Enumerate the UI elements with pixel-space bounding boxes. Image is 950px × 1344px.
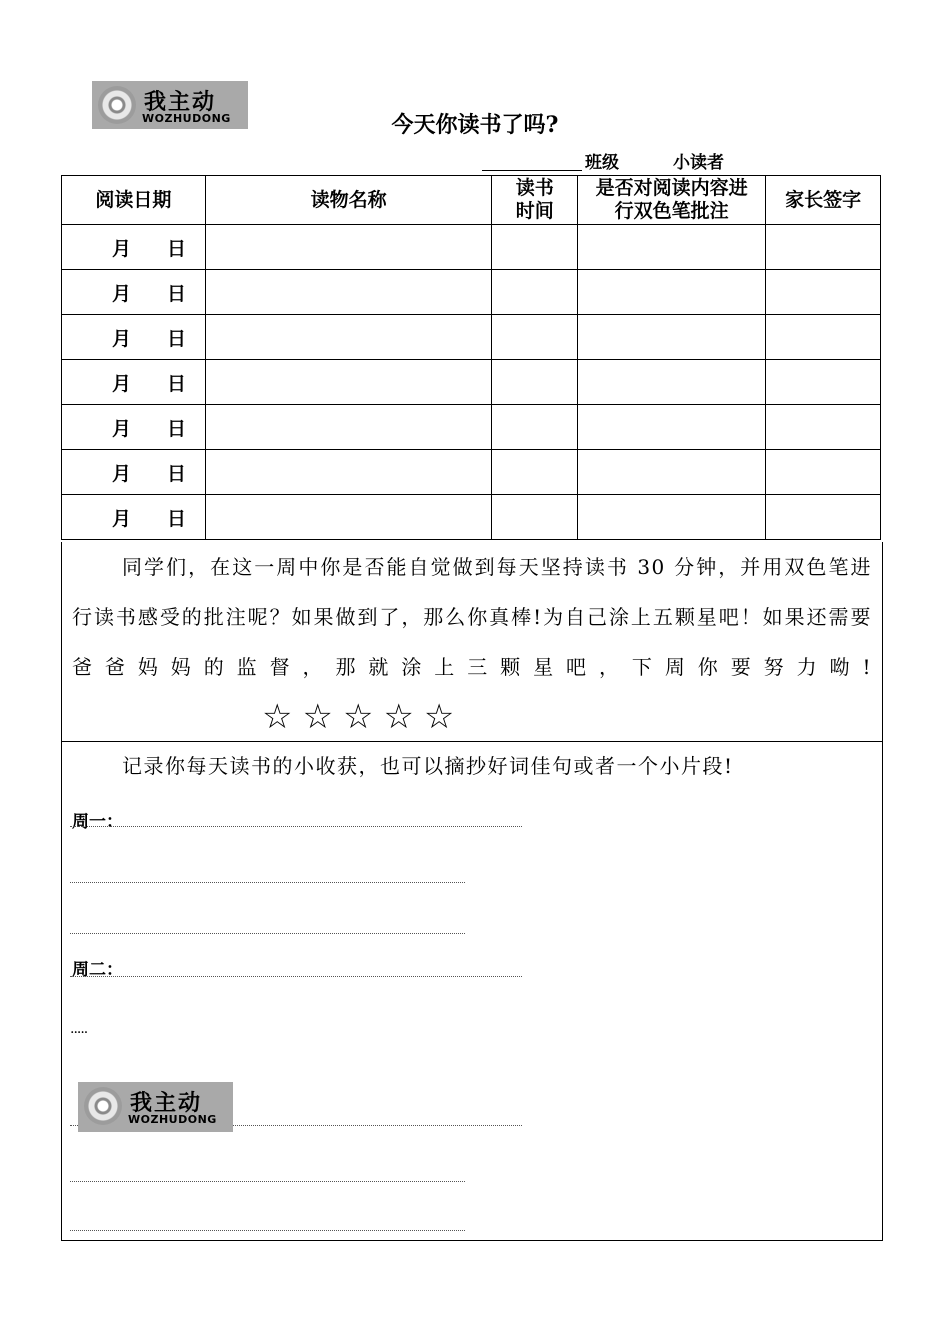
reader-label: 小读者 xyxy=(673,153,724,173)
header-date: 阅读日期 xyxy=(62,176,206,225)
cell-date[interactable] xyxy=(62,270,206,315)
encouragement-body: 同学们，在这一周中你是否能自觉做到每天坚持读书 30 分钟，并用双色笔进行读书感受的批注呢？如果做到了，那么你真棒!为自己涂上五颗星吧！如果还需要爸爸妈妈的监督，那就涂上三颗星吧，下周你要努力呦! xyxy=(72,555,872,679)
cell-signature[interactable] xyxy=(766,405,881,450)
cell-title[interactable] xyxy=(205,225,491,270)
month-label: 月 xyxy=(112,282,132,305)
table-row xyxy=(62,270,881,315)
cell-date[interactable] xyxy=(62,405,206,450)
header-time: 读书时间 xyxy=(492,176,578,225)
cell-time[interactable] xyxy=(492,450,578,495)
month-label: 月 xyxy=(112,507,132,530)
cell-date[interactable] xyxy=(62,225,206,270)
cell-time[interactable] xyxy=(492,315,578,360)
table-row xyxy=(62,225,881,270)
cell-title[interactable] xyxy=(205,450,491,495)
table-row xyxy=(62,315,881,360)
cell-signature[interactable] xyxy=(766,450,881,495)
month-label: 月 xyxy=(112,327,132,350)
cell-title[interactable] xyxy=(205,270,491,315)
cell-title[interactable] xyxy=(205,315,491,360)
cell-signature[interactable] xyxy=(766,270,881,315)
week1-line-1[interactable] xyxy=(70,826,522,827)
notes-intro: 记录你每天读书的小收获，也可以摘抄好词佳句或者一个小片段! xyxy=(122,754,734,778)
month-label: 月 xyxy=(112,417,132,440)
cell-time[interactable] xyxy=(492,495,578,540)
disc-icon xyxy=(84,1087,122,1125)
header-annotation: 是否对阅读内容进行双色笔批注 xyxy=(578,176,766,225)
day-label: 日 xyxy=(167,417,187,440)
table-row xyxy=(62,495,881,540)
cell-time[interactable] xyxy=(492,360,578,405)
cell-annotation[interactable] xyxy=(578,225,766,270)
cell-title[interactable] xyxy=(205,495,491,540)
header-title: 读物名称 xyxy=(205,176,491,225)
week3-line-2[interactable] xyxy=(70,1181,465,1182)
cell-time[interactable] xyxy=(492,270,578,315)
table-header-row xyxy=(62,176,881,225)
cell-signature[interactable] xyxy=(766,495,881,540)
logo-english: WOZHUDONG xyxy=(142,112,231,125)
cell-annotation[interactable] xyxy=(578,360,766,405)
cell-signature[interactable] xyxy=(766,225,881,270)
cell-title[interactable] xyxy=(205,360,491,405)
cell-signature[interactable] xyxy=(766,315,881,360)
cell-annotation[interactable] xyxy=(578,270,766,315)
table-row xyxy=(62,360,881,405)
week1-line-3[interactable] xyxy=(70,933,465,934)
week2-line-1[interactable] xyxy=(70,976,522,977)
cell-title[interactable] xyxy=(205,405,491,450)
day-label: 日 xyxy=(167,462,187,485)
cell-date[interactable] xyxy=(62,495,206,540)
cell-annotation[interactable] xyxy=(578,315,766,360)
logo-watermark xyxy=(78,1082,233,1132)
day-label: 日 xyxy=(167,327,187,350)
cell-date[interactable] xyxy=(62,315,206,360)
notes-box xyxy=(61,741,883,1241)
cell-time[interactable] xyxy=(492,225,578,270)
day-label: 日 xyxy=(167,372,187,395)
month-label: 月 xyxy=(112,237,132,260)
ellipsis: ..... xyxy=(70,1021,88,1037)
logo-chinese: 我主动 xyxy=(144,89,217,115)
page-title: 今天你读书了吗? xyxy=(391,112,559,138)
reading-log-table xyxy=(61,175,881,540)
week2-label: 周二： xyxy=(72,960,123,980)
table-row xyxy=(62,450,881,495)
cell-annotation[interactable] xyxy=(578,405,766,450)
rating-stars[interactable]: ☆☆☆☆☆ xyxy=(262,697,465,737)
day-label: 日 xyxy=(167,507,187,530)
class-label: 班级 xyxy=(585,153,619,173)
class-blank xyxy=(482,170,582,171)
cell-date[interactable] xyxy=(62,450,206,495)
encouragement-box xyxy=(61,542,883,742)
cell-time[interactable] xyxy=(492,405,578,450)
day-label: 日 xyxy=(167,237,187,260)
day-label: 日 xyxy=(167,282,187,305)
month-label: 月 xyxy=(112,462,132,485)
week1-label: 周一： xyxy=(72,812,123,832)
table-row xyxy=(62,405,881,450)
cell-annotation[interactable] xyxy=(578,450,766,495)
cell-signature[interactable] xyxy=(766,360,881,405)
logo-chinese: 我主动 xyxy=(130,1090,203,1116)
cell-date[interactable] xyxy=(62,360,206,405)
header-signature: 家长签字 xyxy=(766,176,881,225)
week3-line-3[interactable] xyxy=(70,1230,465,1231)
month-label: 月 xyxy=(112,372,132,395)
logo-english: WOZHUDONG xyxy=(128,1113,217,1126)
week1-line-2[interactable] xyxy=(70,882,465,883)
encouragement-text xyxy=(62,542,882,742)
cell-annotation[interactable] xyxy=(578,495,766,540)
